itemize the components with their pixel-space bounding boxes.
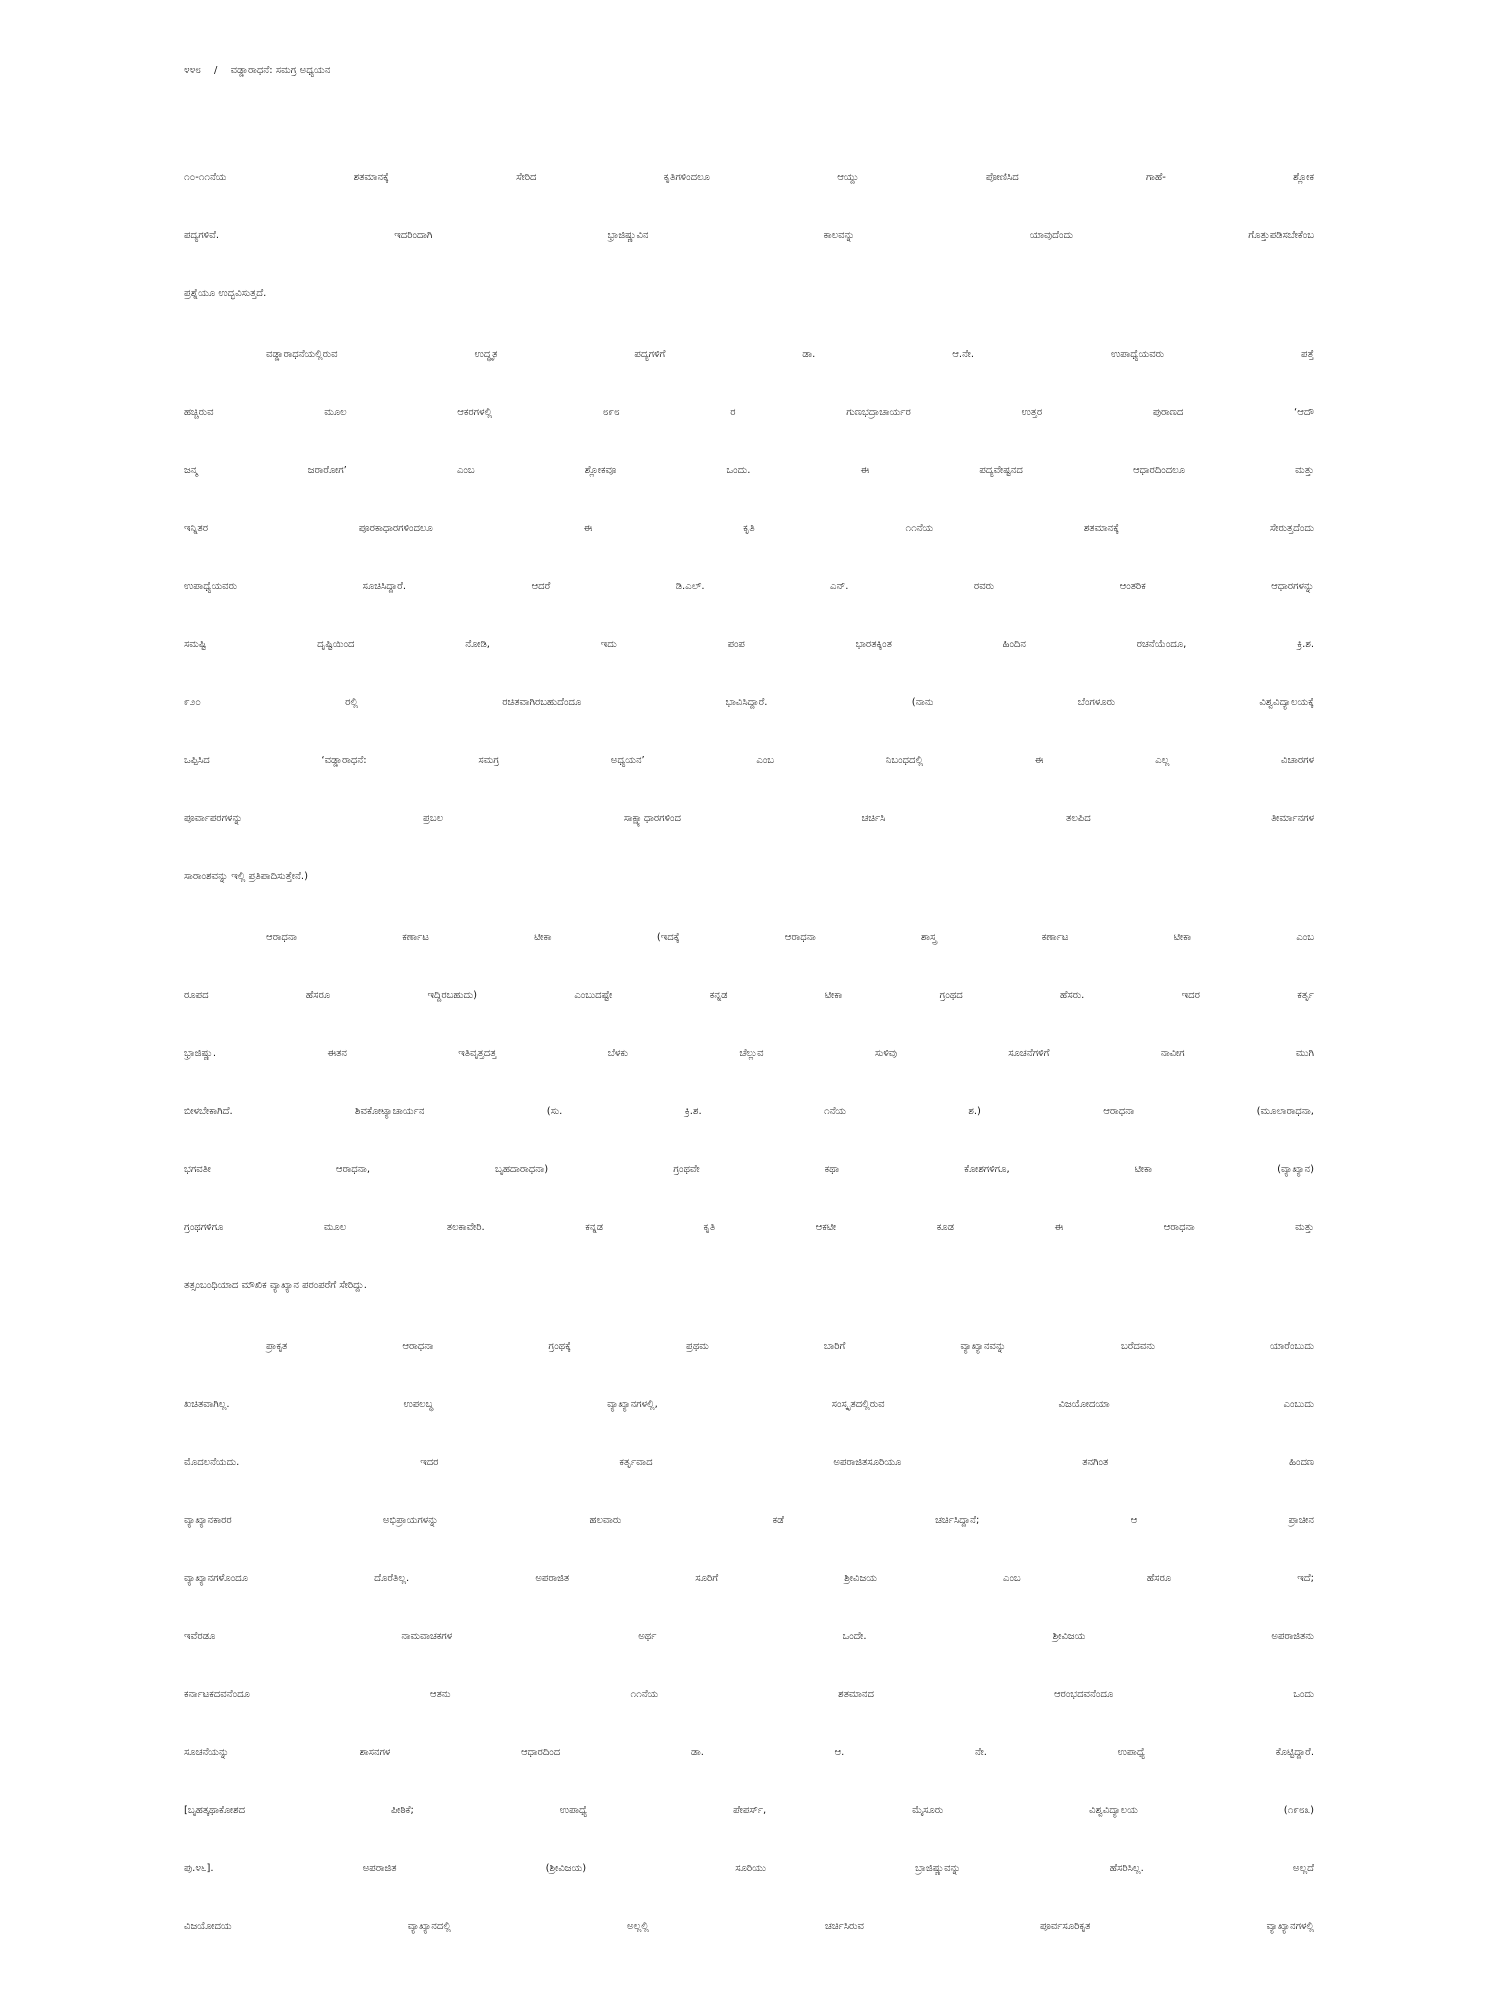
text-line: ತತ್ಸಂಬಂಧಿಯಾದ ಮೌಖಿಕ ವ್ಯಾಖ್ಯಾನ ಪರಂಪರೆಗೆ ಸೇರಿದ್ದು. [184, 1280, 367, 1291]
text-line: ವಿಜಯೋದಯ ವ್ಯಾಖ್ಯಾನದಲ್ಲಿ ಅಲ್ಲಲ್ಲಿ ಚರ್ಚಿಸಿರುವ ಪೂರ್ವಸೂರಿಕೃತ ವ್ಯಾಖ್ಯಾನಗಳಲ್ಲಿ [184, 1921, 1314, 1932]
text-line: ಸಮಷ್ಟಿ ದೃಷ್ಟಿಯಿಂದ ನೋಡಿ, ಇದು ಪಂಪ ಭಾರತಕ್ಕಿಂತ ಹಿಂದಿನ ರಚನೆಯೆಂದೂ, ಕ್ರಿ.ಶ. [184, 639, 1314, 650]
text-line: ಪ್ರಶ್ನೆಯೂ ಉದ್ಭವಿಸುತ್ತದೆ. [184, 288, 267, 299]
text-line: ೯೨೦ ರಲ್ಲಿ ರಚಿತವಾಗಿರಬಹುದೆಂದೂ ಭಾವಿಸಿದ್ದಾರೆ. (ನಾನು ಬೆಂಗಳೂರು ವಿಶ್ವವಿದ್ಯಾಲಯಕ್ಕೆ [184, 697, 1314, 708]
text-line: [ಬೃಹತ್ಕಥಾಕೋಶದ ಪೀಠಿಕೆ; ಉಪಾಧ್ಯೆ ಪೇಪರ್ಸ್, ಮೈಸೂರು ವಿಶ್ವವಿದ್ಯಾಲಯ (೧೯೮೩) [184, 1805, 1314, 1816]
text-line: ಮೊದಲನೆಯದು. ಇದರ ಕರ್ತೃವಾದ ಅಪರಾಜಿತಸೂರಿಯೂ ತನಗಿಂತ ಹಿಂದಣ [184, 1457, 1314, 1468]
text-line: ಕರ್ನಾಟಕದವನೆಂದೂ ಆತನು ೧೧ನೆಯ ಶತಮಾನದ ಆರಂಭದವನೆಂದೂ ಒಂದು [184, 1689, 1314, 1700]
text-line: ಗ್ರಂಥಗಳಿಗೂ ಮೂಲ ತಲಕಾವೇರಿ. ಕನ್ನಡ ಕೃತಿ ಆಕಟೀ ಕೂಡ ಈ ಆರಾಧನಾ ಮತ್ತು [184, 1222, 1314, 1233]
running-title: ವಡ್ಡಾರಾಧನೆ: ಸಮಗ್ರ ಅಧ್ಯಯನ [230, 65, 331, 76]
text-line: ಜನ್ಮ ಜರಾರೋಗ’ ಎಂಬ ಶ್ಲೋಕವೂ ಒಂದು. ಈ ಪದ್ಯವೇಷ್ಟನದ ಆಧಾರದಿಂದಲೂ ಮತ್ತು [184, 465, 1314, 476]
paragraph [184, 909, 1314, 1315]
paragraph [184, 326, 1314, 906]
text-line: ವ್ಯಾಖ್ಯಾನಕಾರರ ಅಭಿಪ್ರಾಯಗಳನ್ನು ಹಲವಾರು ಕಡೆ ಚರ್ಚಿಸಿದ್ದಾನೆ; ಆ ಪ್ರಾಚೀನ [184, 1515, 1314, 1526]
header-separator: / [214, 65, 218, 76]
text-line: ಬೀಳಬೇಕಾಗಿದೆ. ಶಿವಕೋಟ್ಯಾಚಾರ್ಯನ (ಸು. ಕ್ರಿ.ಶ. ೧ನೆಯ ಶ.) ಆರಾಧನಾ (ಮೂಲಾರಾಧನಾ, [184, 1106, 1314, 1117]
text-line: ಖಚಿತವಾಗಿಲ್ಲ. ಉಪಲಬ್ಧ ವ್ಯಾಖ್ಯಾನಗಳಲ್ಲಿ, ಸಂಸ್ಕೃತದಲ್ಲಿರುವ ವಿಜಯೋದಯಾ ಎಂಬುದು [184, 1399, 1314, 1410]
text-line: ಪೂರ್ವಾಪರಗಳನ್ನು ಪ್ರಬಲ ಸಾಕ್ಷ್ಯಾಧಾರಗಳಿಂದ ಚರ್ಚಿಸಿ ತಲಪಿದ ತೀರ್ಮಾನಗಳ [184, 813, 1314, 824]
text-line: ಇನ್ನಿತರ ಪೂರಕಾಧಾರಗಳಿಂದಲೂ ಈ ಕೃತಿ ೧೧ನೆಯ ಶತಮಾನಕ್ಕೆ ಸೇರುತ್ತದೆಂದು [184, 523, 1314, 534]
paragraph [184, 1318, 1314, 1956]
page-header [184, 51, 1314, 91]
text-line: ಸಾರಾಂಶವನ್ನು ಇಲ್ಲಿ ಪ್ರತಿಪಾದಿಸುತ್ತೇನೆ.) [184, 871, 309, 882]
text-line: ೧೦-೧೧ನೆಯ ಶತಮಾನಕ್ಕೆ ಸೇರಿದ ಕೃತಿಗಳಿಂದಲೂ ಆಯ್ದು ಪೋಣಿಸಿದ ಗಾಹೆ- ಶ್ಲೋಕ [184, 172, 1314, 183]
text-line: ಒಪ್ಪಿಸಿದ ‘ವಡ್ಡಾರಾಧನೆ: ಸಮಗ್ರ ಅಧ್ಯಯನ’ ಎಂಬ ನಿಬಂಧದಲ್ಲಿ ಈ ಎಲ್ಲ ವಿಚಾರಗಳ [184, 755, 1314, 766]
paragraph [184, 149, 1314, 323]
text-line: ವಡ್ಡಾರಾಧನೆಯಲ್ಲಿರುವ ಉದ್ಧೃತ ಪದ್ಯಗಳಿಗೆ ಡಾ. ಆ.ನೇ. ಉಪಾಧ್ಯೆಯವರು ಪತ್ತೆ [266, 349, 1314, 360]
text-line: ಪದ್ಯಗಳಿವೆ. ಇದರಿಂದಾಗಿ ಭ್ರಾಜಿಷ್ಣುವಿನ ಕಾಲವನ್ನು ಯಾವುದೆಂದು ಗೊತ್ತುಪಡಿಸಬೇಕೆಂಬ [184, 230, 1314, 241]
text-line: ಪು.೪೬]. ಅಪರಾಜಿತ (ಶ್ರೀವಿಜಯ) ಸೂರಿಯು ಬ್ರಾಜಿಷ್ಣುವನ್ನು ಹೆಸರಿಸಿಲ್ಲ. ಅಲ್ಲದೆ [184, 1863, 1314, 1874]
text-line: ವ್ಯಾಖ್ಯಾನಗಳೊಂದೂ ದೊರೆತಿಲ್ಲ. ಅಪರಾಜಿತ ಸೂರಿಗೆ ಶ್ರೀವಿಜಯ ಎಂಬ ಹೆಸರೂ ಇದೆ; [184, 1573, 1314, 1584]
text-line: ಉಪಾಧ್ಯೆಯವರು ಸೂಚಿಸಿದ್ದಾರೆ. ಆದರೆ ಡಿ.ಎಲ್. ಎನ್. ರವರು ಆಂತರಿಕ ಆಧಾರಗಳನ್ನು [184, 581, 1314, 592]
text-line: ಇವೆರಡೂ ನಾಮವಾಚಕಗಳ ಅರ್ಥ ಒಂದೇ. ಶ್ರೀವಿಜಯ ಅಪರಾಜಿತನು [184, 1631, 1314, 1642]
text-line: ಭಗವತೀ ಆರಾಧನಾ, ಬೃಹದಾರಾಧನಾ) ಗ್ರಂಥವೇ ಕಥಾ ಕೋಶಗಳಿಗೂ, ಟೀಕಾ (ವ್ಯಾಖ್ಯಾನ) [184, 1164, 1314, 1175]
text-line: ಸೂಚನೆಯನ್ನು ಶಾಸನಗಳ ಆಧಾರದಿಂದ ಡಾ. ಆ. ನೇ. ಉಪಾಧ್ಯೆ ಕೊಟ್ಟಿದ್ದಾರೆ. [184, 1747, 1314, 1758]
text-line: ಭ್ರಾಜಿಷ್ಣು. ಈತನ ಇತಿವೃತ್ತದತ್ತ ಬೆಳಕು ಚೆಲ್ಲುವ ಸುಳಿವು ಸೂಚನೆಗಳಿಗೆ ನಾವೀಗ ಮುಗಿ [184, 1048, 1314, 1059]
text-line: ರೂಪದ ಹೆಸರೂ ಇದ್ದಿರಬಹುದು) ಎಂಬುದಷ್ಟೇ ಕನ್ನಡ ಟೀಕಾ ಗ್ರಂಥದ ಹೆಸರು. ಇದರ ಕರ್ತೃ [184, 990, 1314, 1001]
body-text [184, 149, 1314, 1956]
page-number: ೪೪೮ [184, 65, 201, 76]
text-line: ಪ್ರಾಕೃತ ಆರಾಧನಾ ಗ್ರಂಥಕ್ಕೆ ಪ್ರಥಮ ಬಾರಿಗೆ ವ್ಯಾಖ್ಯಾನವನ್ನು ಬರೆದವನು ಯಾರೆಂಬುದು [266, 1341, 1314, 1352]
text-line: ಹಚ್ಚಿರುವ ಮೂಲ ಆಕರಗಳಲ್ಲಿ ೮೯೮ ರ ಗುಣಭದ್ರಾಚಾರ್ಯರ ಉತ್ತರ ಪುರಾಣದ ‘ಆದೌ [184, 407, 1314, 418]
text-line: ಆರಾಧನಾ ಕರ್ಣಾಟ ಟೀಕಾ (ಇದಕ್ಕೆ ಆರಾಧನಾ ಶಾಸ್ತ್ರ ಕರ್ಣಾಟ ಟೀಕಾ ಎಂಬ [266, 932, 1314, 943]
